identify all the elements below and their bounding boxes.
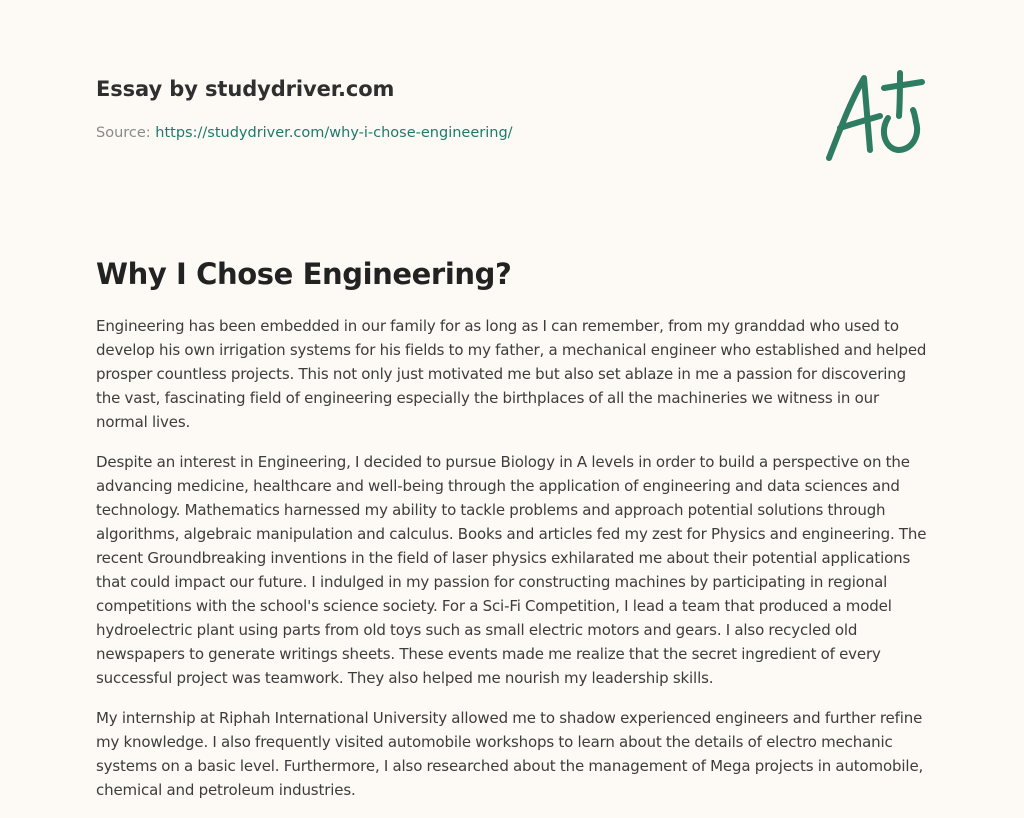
essay-paragraph: My internship at Riphah International University allowed me to shadow experienced engineers and further refine my knowledge. I also frequently visited automobile workshops to learn about the details of electro mechanic systems on a basic level. Furthermore, I also researched about the management of Mega projects in automobile, chemical and petroleum industries.: [96, 709, 924, 799]
source-link[interactable]: https://studydriver.com/why-i-chose-engineering/: [155, 125, 513, 141]
essay-body: [96, 314, 928, 818]
essay-title: Why I Chose Engineering?: [96, 257, 512, 291]
site-title: Essay by studydriver.com: [96, 77, 395, 101]
a-plus-grade-icon: [818, 64, 930, 168]
source-line: [96, 123, 796, 143]
essay-paragraph: Despite an interest in Engineering, I decided to pursue Biology in A levels in order to build a perspective on the advancing medicine, healthcare and well-being through the application of engineering and data sciences and technology. Mathematics harnessed my ability to tackle problems and approach potential solutions through algorithms, algebraic manipulation and calculus. Books and articles fed my zest for Physics and engineering. The recent Groundbreaking inventions in the field of laser physics exhilarated me about their potential applications that could impact our future. I indulged in my passion for constructing machines by participating in regional competitions with the school's science society. For a Sci-Fi Competition, I lead a team that produced a model hydroelectric plant using parts from old toys such as small electric motors and gears. I also recycled old newspapers to generate writings sheets. These events made me realize that the secret ingredient of every successful project was teamwork. They also helped me nourish my leadership skills.: [96, 453, 927, 687]
essay-header: [96, 74, 796, 143]
essay-paragraph: Engineering has been embedded in our family for as long as I can remember, from my granddad who used to develop his own irrigation systems for his fields to my father, a mechanical engineer who established and helped prosper countless projects. This not only just motivated me but also set ablaze in me a passion for discovering the vast, fascinating field of engineering especially the birthplaces of all the machineries we witness in our normal lives.: [96, 317, 927, 431]
source-label: Source:: [96, 125, 156, 141]
